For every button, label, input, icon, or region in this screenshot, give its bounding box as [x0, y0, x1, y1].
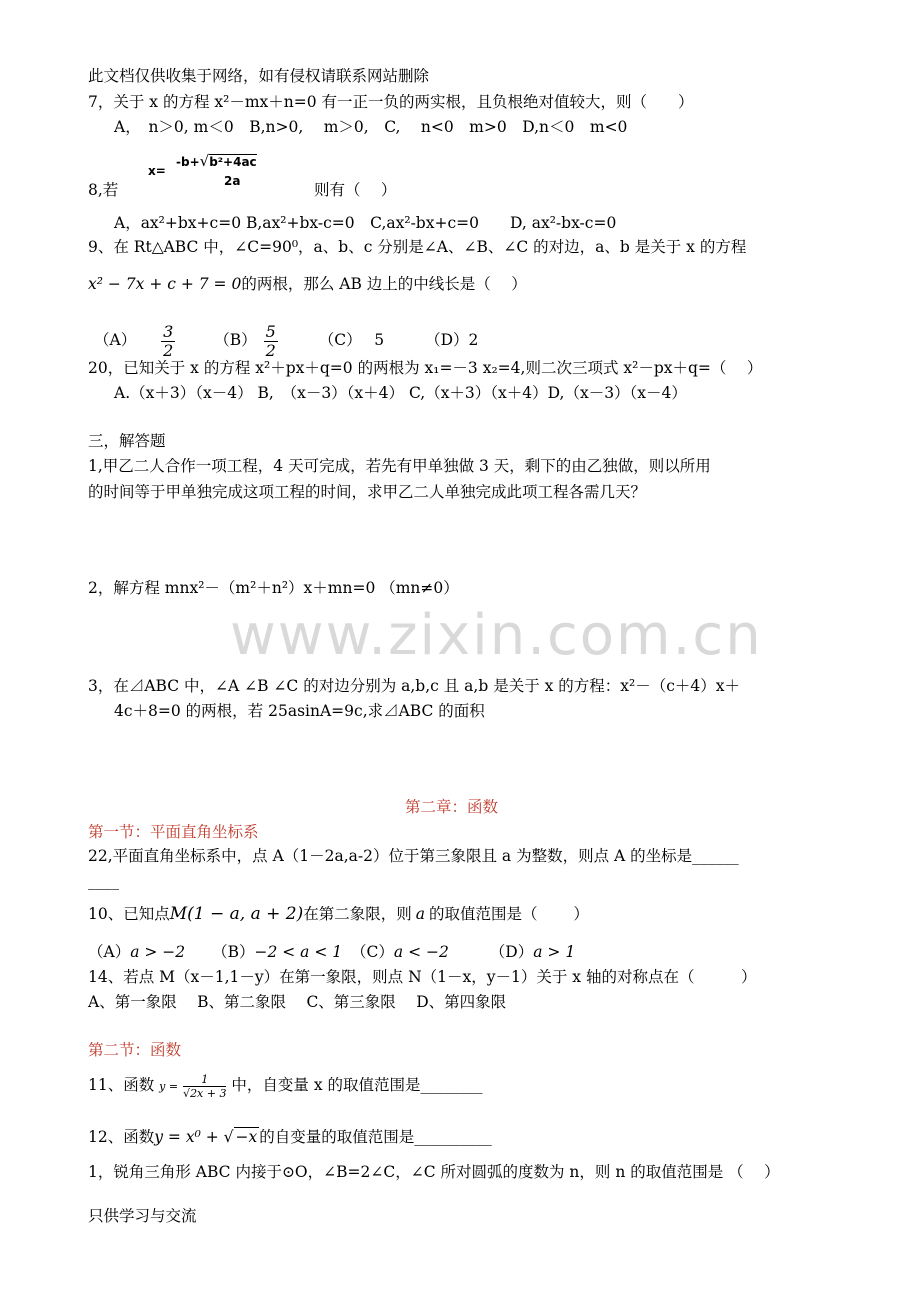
- q22-line1: 22,平面直角坐标系中，点 A（1－2a,a-2）位于第三象限且 a 为整数，则点 A 的坐标是______: [88, 847, 739, 865]
- q9-opt-b-fraction: [264, 323, 278, 360]
- q12-line: [88, 1127, 492, 1147]
- q10-var: a: [415, 905, 425, 923]
- q9-opt-d: （D）2: [425, 331, 479, 349]
- section3-title: 三，解答题: [88, 432, 166, 450]
- footer-note: 只供学习与交流: [88, 1207, 197, 1225]
- q10-opt-c-label: （C）: [351, 943, 394, 961]
- formula-radicand: b²+4ac: [209, 155, 257, 169]
- q9-equation: x² − 7x + c + 7 = 0: [88, 275, 242, 293]
- q10-opt-b-math: −2 < a < 1: [254, 943, 343, 961]
- q10-opt-b-label: （B）: [212, 943, 255, 961]
- fraction-radicand: 2x + 3: [190, 1086, 227, 1100]
- q9-opt-a-fraction: [161, 323, 175, 360]
- fraction-numerator: 5: [265, 321, 276, 341]
- s3-p2: 2，解方程 mnx²－（m²＋n²）x＋mn=0 （mn≠0）: [88, 579, 459, 597]
- q14-stem: 14、若点 M（x－1,1－y）在第一象限，则点 N（1－x，y－1）关于 x 轴的对称点在（ ）: [88, 968, 757, 986]
- fraction-denominator: 2: [265, 340, 276, 360]
- q10-suffix: 在第二象限，则: [303, 905, 412, 923]
- q12-math: y = x⁰ +: [154, 1128, 224, 1146]
- q11-prefix: 11、函数: [88, 1076, 155, 1094]
- q10-opt-a-math: a > −2: [130, 943, 186, 961]
- chapter2-title: 第二章：函数: [405, 798, 499, 816]
- q7-options: A， n＞0, m＜0 B,n>0, m＞0, C, n<0 m>0 D,n＜0 m<0: [114, 118, 628, 136]
- q7-stem: 7，关于 x 的方程 x²－mx＋n=0 有一正一负的两实根，且负根绝对值较大，则（ ）: [88, 93, 694, 111]
- q10-options: [88, 942, 575, 962]
- formula-numerator: -b+√b²+4ac: [176, 152, 257, 170]
- q10-opt-a-label: （A）: [88, 943, 131, 961]
- q10-suffix2: 的取值范围是（ ）: [429, 905, 589, 923]
- q11-fraction: [183, 1073, 226, 1100]
- s3-p1-line2: 的时间等于甲单独完成这项工程的时间，求甲乙二人单独完成此项工程各需几天？: [88, 483, 647, 501]
- q1-last: 1，锐角三角形 ABC 内接于⊙O，∠B=2∠C，∠C 所对圆弧的度数为 n，则 n 的取值范围是 （ ）: [88, 1163, 780, 1181]
- q12-sqrt: √ −x: [223, 1128, 258, 1146]
- q9-line2: [88, 274, 527, 294]
- chapter2-section2-title: 第二节：函数: [88, 1041, 182, 1059]
- q8-prefix: 8,若: [88, 181, 119, 199]
- watermark-text: www.zixin.com.cn: [230, 603, 763, 668]
- fraction-numerator: 1: [183, 1073, 226, 1087]
- q9-opt-c: （C） 5: [318, 331, 385, 349]
- q14-options: A、第一象限 B、第二象限 C、第三象限 D、第四象限: [88, 993, 507, 1011]
- q9-opt-a-label: （A）: [94, 331, 137, 349]
- s3-p3-line2: 4c＋8=0 的两根，若 25asinA=9c,求⊿ABC 的面积: [114, 702, 485, 720]
- formula-denominator: 2a: [224, 174, 241, 188]
- q10-prefix: 10、已知点: [88, 905, 170, 923]
- q11-line: [88, 1068, 483, 1104]
- fraction-denominator: 2: [163, 340, 174, 360]
- s3-p1-line1: 1,甲乙二人合作一项工程，4 天可完成，若先有甲单独做 3 天，剩下的由乙独做，则以所用: [88, 457, 711, 475]
- q9-stem: 9、在 Rt△ABC 中，∠C=90⁰，a、b、c 分别是∠A、∠B、∠C 的对边，a、b 是关于 x 的方程: [88, 238, 747, 256]
- q20-stem: 20，已知关于 x 的方程 x²＋px＋q=0 的两根为 x₁=－3 x₂=4,则二次三项式 x²－px＋q=（ ）: [88, 359, 763, 377]
- q11-suffix: 中，自变量 x 的取值范围是________: [231, 1076, 483, 1094]
- q9-options: [94, 320, 478, 360]
- chapter2-section1-title: 第一节：平面直角坐标系: [88, 823, 259, 841]
- q11-y: y =: [159, 1080, 179, 1093]
- q20-options: A.（x＋3）（x－4） B, （x－3）（x＋4） C,（x＋3）（x＋4）D,（x－3）（x－4）: [114, 384, 687, 402]
- q9-stem2: 的两根，那么 AB 边上的中线长是（ ）: [241, 275, 527, 293]
- fraction-numerator: 3: [163, 321, 174, 341]
- q12-prefix: 12、函数: [88, 1128, 155, 1146]
- q8-suffix: 则有（ ）: [314, 181, 397, 199]
- fraction-denominator: √2x + 3: [183, 1086, 227, 1100]
- q9-opt-b-label: （B）: [214, 331, 257, 349]
- q10-point: M(1 − a, a + 2): [169, 904, 304, 924]
- q8-options: A，ax²+bx+c=0 B,ax²+bx-c=0 C,ax²-bx+c=0 D, ax²-bx-c=0: [114, 214, 617, 232]
- q12-suffix: 的自变量的取值范围是__________: [259, 1128, 492, 1146]
- q12-radicand: −x: [235, 1128, 258, 1146]
- formula-num-left: -b+: [176, 155, 200, 169]
- q10-stem: [88, 904, 589, 924]
- q22-line2: ____: [88, 872, 119, 890]
- formula-x: x=: [148, 164, 166, 178]
- q10-opt-c-math: a < −2: [393, 943, 449, 961]
- q10-opt-d-label: （D）: [489, 943, 534, 961]
- s3-p3-line1: 3，在⊿ABC 中，∠A ∠B ∠C 的对边分别为 a,b,c 且 a,b 是关于 x 的方程：x²－（c＋4）x＋: [88, 677, 741, 695]
- header-note: 此文档仅供收集于网络，如有侵权请联系网站删除: [88, 67, 430, 85]
- q10-opt-d-math: a > 1: [533, 943, 576, 961]
